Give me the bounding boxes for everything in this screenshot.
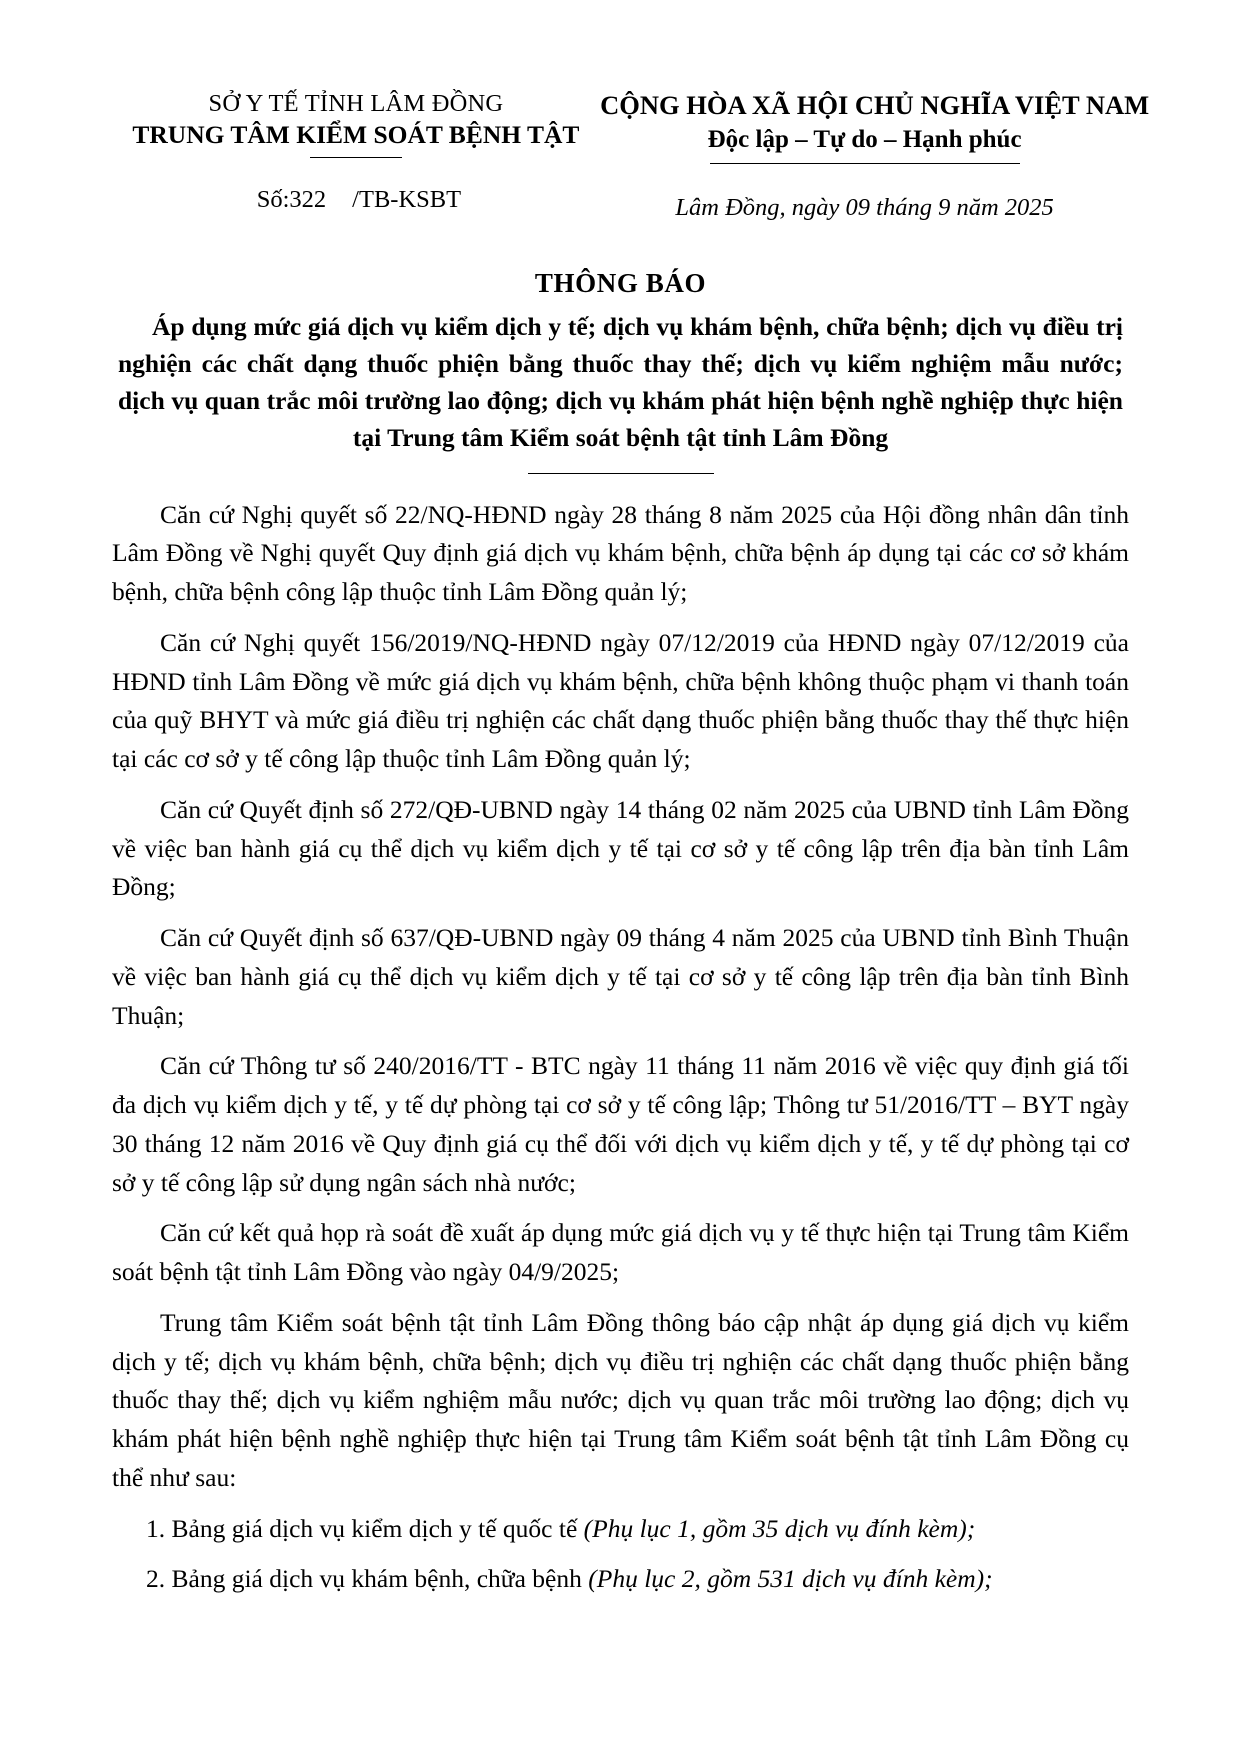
place-and-date: Lâm Đồng, ngày 09 tháng 9 năm 2025: [675, 193, 1054, 221]
organization-line-2: TRUNG TÂM KIỂM SOÁT BỆNH TẬT: [132, 120, 580, 150]
document-body: [112, 496, 1129, 1600]
list-item-note: (Phụ lục 2, gồm 531 dịch vụ đính kèm);: [588, 1564, 993, 1594]
list-item: [112, 1560, 1129, 1599]
paragraph: Căn cứ Thông tư số 240/2016/TT - BTC ngày 11 tháng 11 năm 2016 về việc quy định giá tối đa dịch vụ kiểm dịch y tế, y tế dự phòng tại cơ sở y tế công lập; Thông tư 51/2016/TT – BYT ngày 30 tháng 12 năm 2016 về Quy định giá cụ thể đối với dịch vụ kiểm dịch y tế, y tế dự phòng tại cơ sở y tế công lập sử dụng ngân sách nhà nước;: [112, 1051, 1129, 1197]
document-number-suffix: /TB-KSBT: [352, 185, 462, 213]
paragraph: Căn cứ kết quả họp rà soát đề xuất áp dụng mức giá dịch vụ y tế thực hiện tại Trung tâm Kiểm soát bệnh tật tỉnh Lâm Đồng vào ngày 04/9/2025;: [112, 1218, 1129, 1287]
document-header: [112, 88, 1150, 222]
paragraph: Căn cứ Nghị quyết 156/2019/NQ-HĐND ngày 07/12/2019 của HĐND ngày 07/12/2019 của HĐND tỉnh Lâm Đồng về mức giá dịch vụ khám bệnh, chữa bệnh không thuộc phạm vi thanh toán của quỹ BHYT và mức giá điều trị nghiện các chất dạng thuốc phiện bằng thuốc thay thế thực hiện tại các cơ sở y tế công lập thuộc tỉnh Lâm Đồng quản lý;: [112, 627, 1129, 774]
list-item-note: (Phụ lục 1, gồm 35 dịch vụ đính kèm);: [583, 1513, 976, 1543]
list-item-text: 2. Bảng giá dịch vụ khám bệnh, chữa bệnh: [146, 1564, 589, 1594]
page-subtitle: Áp dụng mức giá dịch vụ kiểm dịch y tế; dịch vụ khám bệnh, chữa bệnh; dịch vụ điều trị nghiện các chất dạng thuốc phiện bằng thuốc thay thế; dịch vụ kiểm nghiệm mẫu nước; dịch vụ quan trắc môi trường lao động; dịch vụ khám phát hiện bệnh nghề nghiệp thực hiện tại Trung tâm Kiểm soát bệnh tật tỉnh Lâm Đồng: [118, 311, 1123, 452]
page-title: THÔNG BÁO: [534, 267, 707, 298]
title-block: [112, 268, 1129, 474]
header-left-divider: [310, 157, 402, 158]
national-name: CỘNG HÒA XÃ HỘI CHỦ NGHĨA VIỆT NAM: [600, 90, 1150, 120]
document-number-value: Số:322: [256, 185, 327, 213]
list-item-text: 1. Bảng giá dịch vụ kiểm dịch y tế quốc tế: [146, 1513, 584, 1543]
organization-line-1: SỞ Y TẾ TỈNH LÂM ĐỒNG: [208, 90, 504, 117]
header-right-divider: [710, 163, 1020, 164]
document-number: [122, 186, 590, 214]
paragraph: Căn cứ Nghị quyết số 22/NQ-HĐND ngày 28 tháng 8 năm 2025 của Hội đồng nhân dân tỉnh Lâm Đồng về Nghị quyết Quy định giá dịch vụ khám bệnh, chữa bệnh áp dụng tại các cơ sở khám bệnh, chữa bệnh công lập thuộc tỉnh Lâm Đồng quản lý;: [112, 499, 1129, 607]
paragraph: Căn cứ Quyết định số 272/QĐ-UBND ngày 14 tháng 02 năm 2025 của UBND tỉnh Lâm Đồng về việc ban hành giá cụ thể dịch vụ kiểm dịch y tế tại cơ sở y tế công lập trên địa bàn tỉnh Lâm Đồng;: [112, 794, 1129, 902]
national-heading: [600, 88, 1150, 222]
paragraph: Căn cứ Quyết định số 637/QĐ-UBND ngày 09 tháng 4 năm 2025 của UBND tỉnh Bình Thuận về việc ban hành giá cụ thể dịch vụ kiểm dịch y tế tại cơ sở y tế công lập trên địa bàn tỉnh Bình Thuận;: [112, 923, 1129, 1030]
issuing-organization: [112, 88, 590, 214]
list-item: [112, 1510, 1129, 1549]
national-motto: Độc lập – Tự do – Hạnh phúc: [707, 126, 1022, 154]
title-divider: [528, 473, 714, 474]
paragraph: Trung tâm Kiểm soát bệnh tật tỉnh Lâm Đồng thông báo cập nhật áp dụng giá dịch vụ kiểm dịch y tế; dịch vụ khám bệnh, chữa bệnh; dịch vụ điều trị nghiện các chất dạng thuốc phiện bằng thuốc thay thế; dịch vụ kiểm nghiệm mẫu nước; dịch vụ quan trắc môi trường lao động; dịch vụ khám phát hiện bệnh nghề nghiệp thực hiện tại Trung tâm Kiểm soát bệnh tật tỉnh Lâm Đồng cụ thể như sau:: [112, 1307, 1129, 1492]
